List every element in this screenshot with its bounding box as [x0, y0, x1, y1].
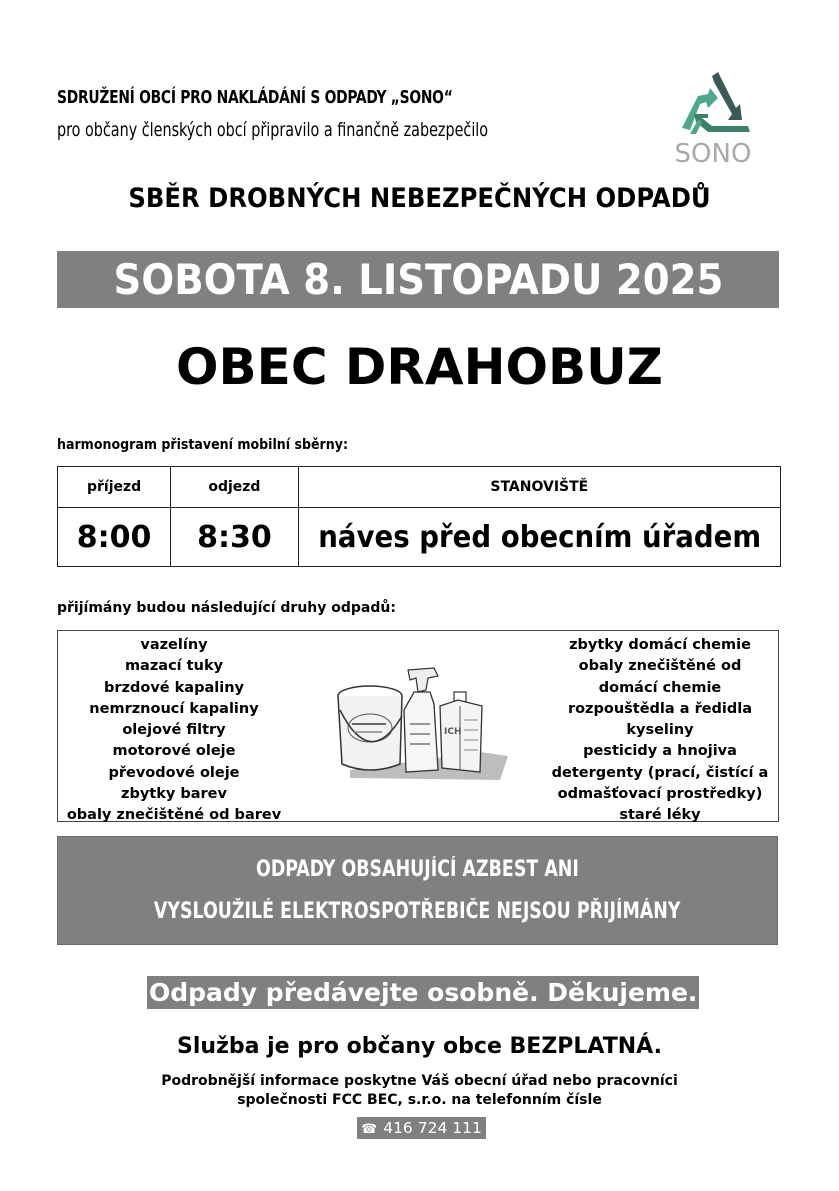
header-location: STANOVIŠTĚ	[298, 467, 780, 508]
list-item: zbytky barev	[121, 786, 227, 803]
phone-icon: ☎	[361, 1122, 378, 1137]
list-item: obaly znečištěné od barev	[66, 807, 282, 824]
municipality-name: OBEC DRAHOBUZ	[176, 338, 663, 396]
paint-cans-icon	[330, 660, 515, 795]
organization-title: SDRUŽENÍ OBCÍ PRO NAKLÁDÁNÍ S ODPADY „SONO“	[57, 88, 453, 108]
date-text: SOBOTA 8. LISTOPADU 2025	[113, 255, 723, 304]
list-item: zbytky domácí chemie	[569, 637, 751, 653]
phone-number[interactable]: 416 724 111	[383, 1119, 482, 1137]
list-item: staré léky	[619, 807, 701, 824]
location-text: náves před obecním úřadem	[317, 519, 761, 555]
list-item: domácí chemie	[598, 679, 722, 696]
date-banner	[57, 251, 779, 308]
svg-text:ICH: ICH	[444, 727, 462, 737]
main-heading-text: SBĚR DROBNÝCH NEBEZPEČNÝCH ODPADŮ	[128, 183, 711, 214]
arrival-time: 8:00	[58, 508, 171, 567]
warning-line-2-text: VYSLOUŽILÉ ELEKTROSPOTŘEBIČE NEJSOU PŘIJÍMÁNY	[154, 899, 681, 924]
header-arrival: příjezd	[58, 467, 171, 508]
location-cell	[298, 508, 780, 567]
list-item: pesticidy a hnojiva	[583, 743, 737, 760]
warning-line-1	[58, 857, 777, 882]
phone-number-badge[interactable]	[357, 1117, 486, 1139]
list-item: vazelíny	[140, 637, 208, 653]
schedule-label: harmonogram přistavení mobilní sběrny:	[57, 437, 348, 453]
header-departure: odjezd	[171, 467, 298, 508]
waste-list-right	[540, 635, 780, 827]
list-item: převodové oleje	[108, 764, 240, 781]
list-item: olejové filtry	[122, 722, 226, 739]
free-service-note: Služba je pro občany obce BEZPLATNÁ.	[177, 1034, 662, 1059]
list-item: detergenty (prací, čistící a	[551, 764, 769, 781]
contact-info-line-2: společnosti FCC BEC, s.r.o. na telefonním čísle	[237, 1092, 602, 1108]
warning-line-2	[58, 899, 777, 924]
sono-recycling-logo-icon	[668, 68, 758, 168]
departure-time: 8:30	[171, 508, 298, 567]
list-item: kyseliny	[626, 722, 694, 739]
list-item: mazací tuky	[124, 658, 224, 675]
warning-banner	[57, 836, 778, 945]
schedule-header-row	[58, 467, 781, 508]
chemicals-illustration	[330, 660, 515, 795]
contact-info-line-1: Podrobnější informace poskytne Váš obecní úřad nebo pracovníci	[161, 1073, 678, 1089]
organization-subtitle: pro občany členských obcí připravilo a finančně zabezpečilo	[57, 119, 489, 141]
list-item: odmašťovací prostředky)	[557, 786, 763, 803]
list-item: motorové oleje	[112, 743, 236, 760]
main-heading	[0, 183, 839, 214]
warning-line-1-text: ODPADY OBSAHUJÍCÍ AZBEST ANI	[256, 857, 579, 882]
list-item: brzdové kapaliny	[104, 679, 244, 696]
table-row	[58, 508, 781, 567]
list-item: nemrznoucí kapaliny	[89, 700, 259, 717]
contact-info	[0, 1072, 839, 1110]
schedule-table	[57, 466, 781, 567]
handover-note: Odpady předávejte osobně. Děkujeme.	[149, 978, 698, 1007]
svg-text:SONO: SONO	[674, 139, 752, 168]
waste-list-left	[58, 635, 290, 827]
sono-logo	[668, 68, 758, 168]
list-item: rozpouštědla a ředidla	[567, 700, 753, 717]
waste-types-label: přijímány budou následující druhy odpadů:	[57, 600, 396, 616]
list-item: obaly znečištěné od	[578, 658, 742, 675]
